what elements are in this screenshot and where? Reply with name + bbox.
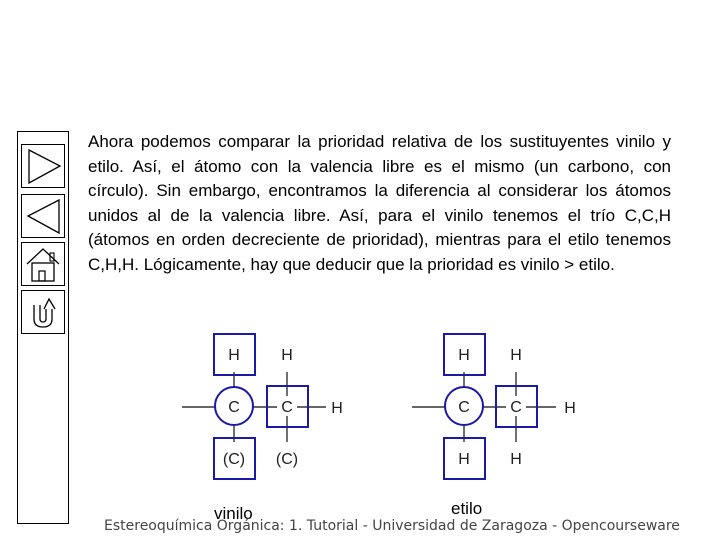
vinilo-top-left-atom: H [228, 347, 240, 364]
etilo-top-right-atom: H [510, 347, 522, 364]
etilo-structure [412, 334, 580, 479]
etilo-bottom-left-atom: H [458, 451, 470, 468]
etilo-caption: etilo [451, 499, 483, 518]
vinilo-structure [182, 334, 347, 479]
explanation-paragraph: Ahora podemos comparar la prioridad relativa de los sustituyentes vinilo y etilo. Así, el átomo con la valencia libre es el mismo (un carbono, con círculo). Sin embargo, encontramos la diferencia al considerar los átomos unidos al de la valencia libre. Así, para el vinilo tenemos el trío C,C,H (átomos en orden decreciente de prioridad), mientras para el etilo tenemos C,H,H. Lógicamente, hay que deducir que la prioridad es vinilo > etilo. [88, 132, 671, 274]
etilo-bottom-right-atom: H [510, 451, 522, 468]
etilo-top-left-atom: H [458, 347, 470, 364]
vinilo-bottom-right-atom: (C) [275, 451, 299, 468]
vinilo-right-h-atom: H [331, 400, 343, 417]
vinilo-caption: vinilo [214, 504, 253, 523]
vinilo-center-atom: C [228, 399, 240, 416]
vinilo-right-c-atom: C [281, 399, 293, 416]
vinilo-bottom-left-atom: (C) [222, 451, 246, 468]
etilo-right-c-atom: C [510, 399, 522, 416]
footer-credit: Estereoquímica Orgánica: 1. Tutorial - Universidad de Zaragoza - Opencourseware [104, 518, 680, 534]
vinilo-top-right-atom: H [281, 347, 293, 364]
etilo-right-h-atom: H [564, 400, 576, 417]
etilo-center-atom: C [458, 399, 470, 416]
